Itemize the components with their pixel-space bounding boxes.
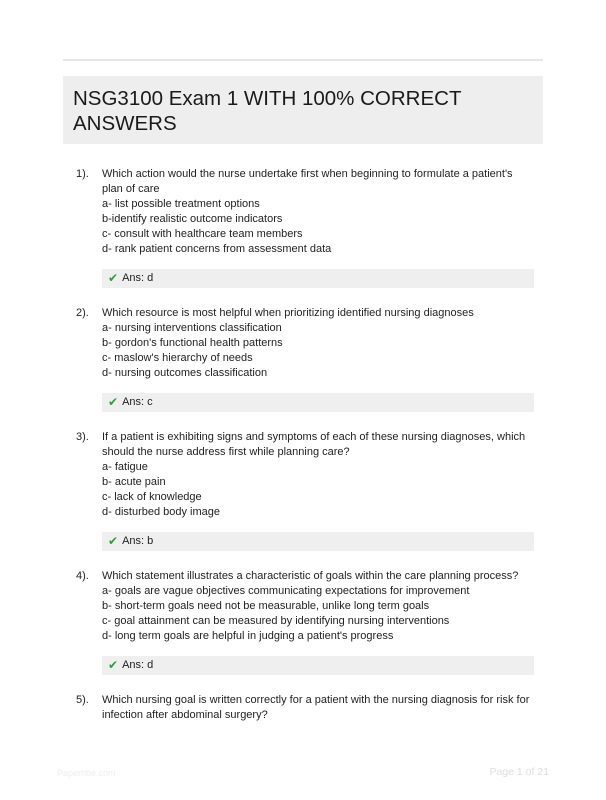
question-body [102,430,534,520]
question-number: 3). [76,431,89,443]
option-a: a- list possible treatment options [102,198,260,210]
check-icon: ✔ [108,658,119,672]
question-body [102,569,534,644]
option-d: d- disturbed body image [102,506,221,518]
option-c: c- lack of knowledge [102,491,202,503]
question-5 [0,693,606,723]
question-text: Which statement illustrates a characteristic of goals within the care planning process? [102,570,519,582]
question-1 [0,167,606,288]
option-d: d- nursing outcomes classification [102,367,268,379]
option-c: c- maslow's hierarchy of needs [102,352,253,364]
option-c: c- consult with healthcare team members [102,228,303,240]
check-icon: ✔ [108,271,119,285]
answer-box [102,532,534,551]
question-number: 1). [76,168,89,180]
option-c: c- goal attainment can be measured by identifying nursing interventions [102,615,450,627]
answer-text: Ans: c [122,396,153,408]
question-text: Which nursing goal is written correctly for a patient with the nursing diagnosis for risk for infection after abdominal surgery? [102,694,530,721]
question-3 [0,430,606,551]
option-b: b- short-term goals need not be measurable, unlike long term goals [102,600,430,612]
question-number: 2). [76,307,89,319]
answer-text: Ans: d [122,272,154,284]
option-a: a- fatigue [102,461,148,473]
check-icon: ✔ [108,534,119,548]
option-b: b- gordon's functional health patterns [102,337,283,349]
option-a: a- goals are vague objectives communicating expectations for improvement [102,585,470,597]
footer-watermark: Paperhbe.com [57,768,116,778]
check-icon: ✔ [108,395,119,409]
question-number: 4). [76,570,89,582]
answer-box [102,393,534,412]
top-divider [63,59,543,61]
question-text: If a patient is exhibiting signs and symptoms of each of these nursing diagnoses, which should the nurse address first while planning care? [102,431,526,458]
title-banner [63,76,543,144]
question-list [0,167,606,741]
page-indicator: Page 1 of 21 [489,766,549,778]
question-2 [0,306,606,412]
question-text: Which action would the nurse undertake first when beginning to formulate a patient's plan of care [102,168,513,195]
question-number: 5). [76,694,89,706]
question-body [102,693,534,723]
question-body [102,167,534,257]
option-a: a- nursing interventions classification [102,322,282,334]
answer-text: Ans: b [122,535,154,547]
answer-text: Ans: d [122,659,154,671]
option-b: b- acute pain [102,476,166,488]
option-d: d- rank patient concerns from assessment data [102,243,332,255]
option-d: d- long term goals are helpful in judging a patient's progress [102,630,394,642]
page-title: NSG3100 Exam 1 WITH 100% CORRECT ANSWERS [73,87,462,135]
question-body [102,306,534,381]
answer-box [102,656,534,675]
answer-box [102,269,534,288]
option-b: b-identify realistic outcome indicators [102,213,283,225]
question-4 [0,569,606,675]
question-text: Which resource is most helpful when prioritizing identified nursing diagnoses [102,307,474,319]
